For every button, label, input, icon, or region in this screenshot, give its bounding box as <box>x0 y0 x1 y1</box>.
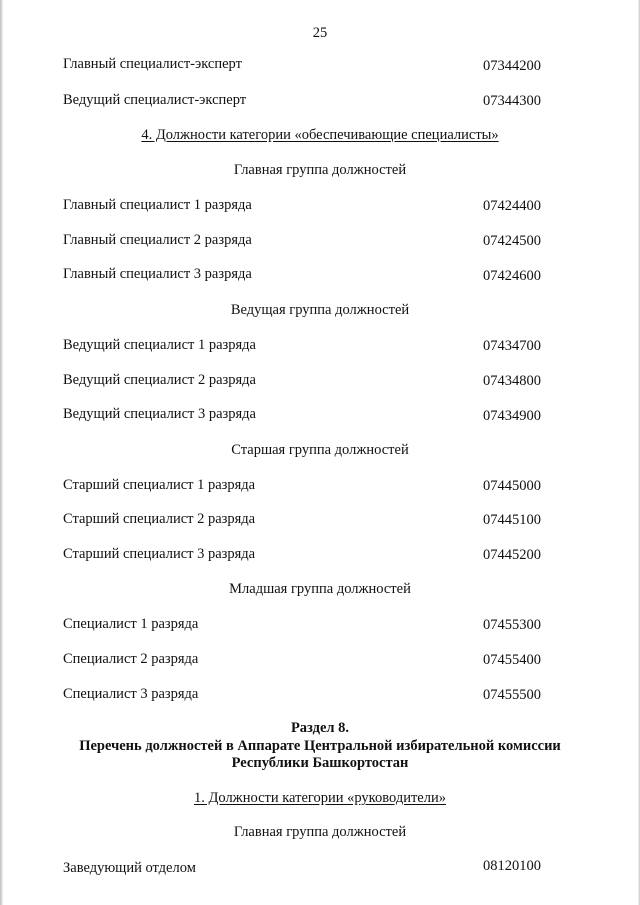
position-name: Ведущий специалист 3 разряда <box>63 406 256 422</box>
category-1-title: 1. Должности категории «руководители» <box>194 790 446 806</box>
position-name: Ведущий специалист 2 разряда <box>63 372 256 388</box>
position-name: Ведущий специалист 1 разряда <box>63 337 256 353</box>
position-code: 07434800 <box>483 373 541 389</box>
section-8-heading: Раздел 8. <box>290 720 350 736</box>
position-name: Старший специалист 3 разряда <box>63 546 256 562</box>
position-name: Ведущий специалист-эксперт <box>63 92 247 108</box>
page-number: 25 <box>312 25 328 41</box>
position-code: 07455400 <box>483 652 541 668</box>
position-name: Заведующий отделом <box>63 860 196 876</box>
position-code: 07445100 <box>483 512 541 528</box>
position-name: Старший специалист 2 разряда <box>63 511 256 527</box>
section-8-title-line-1: Перечень должностей в Аппарате Центральной избирательной комиссии <box>79 738 561 754</box>
position-code: 07424500 <box>483 233 541 249</box>
group-title-senior: Старшая группа должностей <box>231 442 409 458</box>
category-4-title: 4. Должности категории «обеспечивающие специалисты» <box>141 127 499 143</box>
position-code: 07445000 <box>483 478 541 494</box>
position-code: 07424400 <box>483 198 541 214</box>
position-code: 08120100 <box>483 858 541 874</box>
position-name: Главный специалист-эксперт <box>63 56 242 72</box>
group-title-main: Главная группа должностей <box>233 162 407 178</box>
position-name: Главный специалист 2 разряда <box>63 232 252 248</box>
position-code: 07424600 <box>483 268 541 284</box>
position-code: 07434900 <box>483 408 541 424</box>
position-name: Специалист 2 разряда <box>63 651 199 667</box>
position-code: 07445200 <box>483 547 541 563</box>
group-title-junior: Младшая группа должностей <box>229 581 411 597</box>
position-name: Главный специалист 3 разряда <box>63 266 252 282</box>
position-name: Старший специалист 1 разряда <box>63 477 256 493</box>
position-code: 07455300 <box>483 617 541 633</box>
group-title-main-section-8: Главная группа должностей <box>233 824 407 840</box>
position-code: 07344200 <box>483 58 541 74</box>
position-name: Специалист 1 разряда <box>63 616 199 632</box>
group-title-leading: Ведущая группа должностей <box>230 302 410 318</box>
position-name: Специалист 3 разряда <box>63 686 199 702</box>
position-code: 07434700 <box>483 338 541 354</box>
position-code: 07455500 <box>483 687 541 703</box>
position-name: Главный специалист 1 разряда <box>63 197 252 213</box>
position-code: 07344300 <box>483 93 541 109</box>
section-8-title-line-2: Республики Башкортостан <box>231 755 409 771</box>
